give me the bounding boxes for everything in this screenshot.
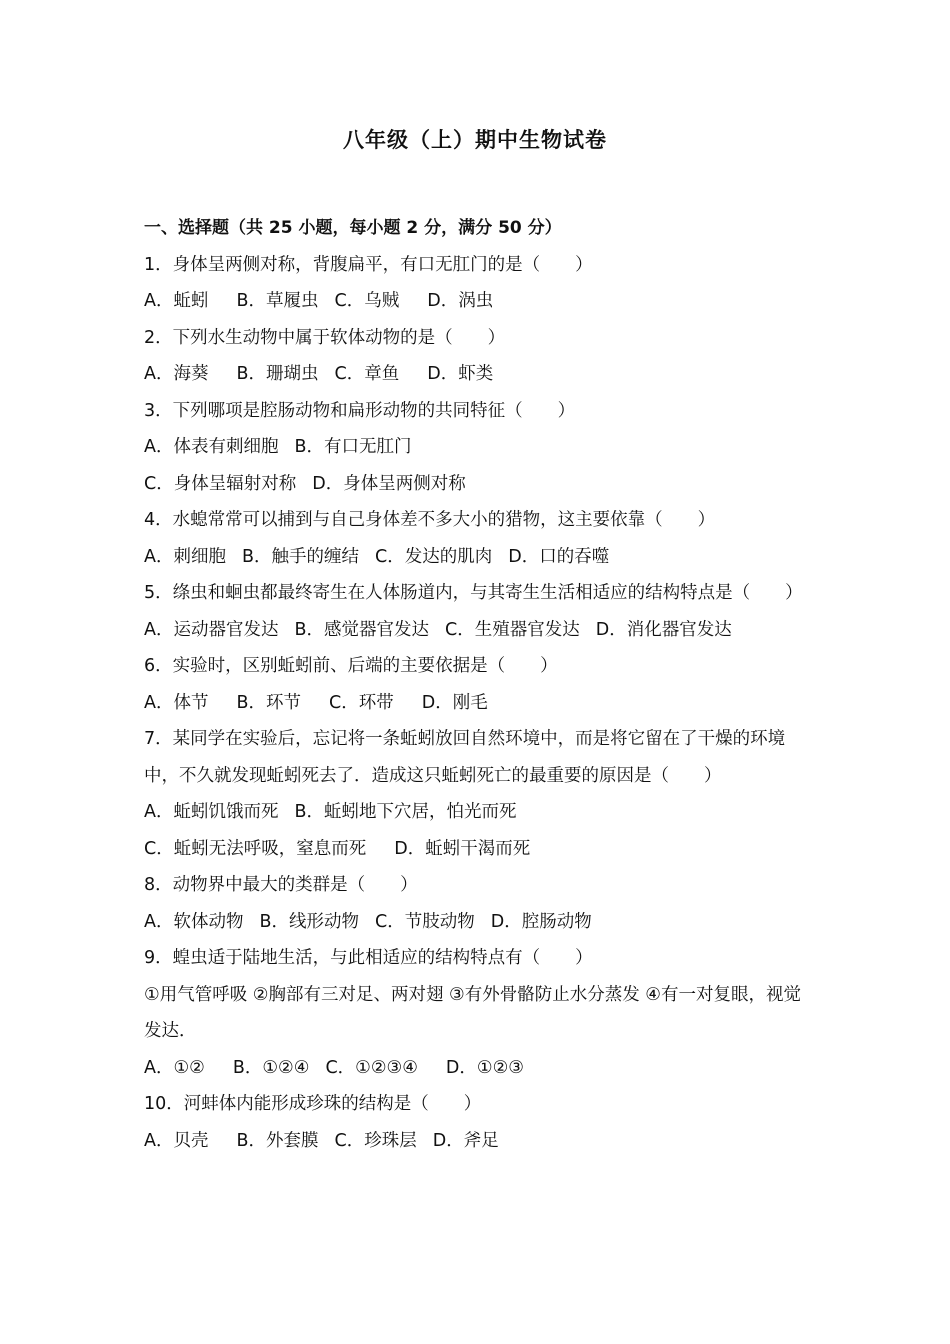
q4-option-b: B．触手的缠结 — [241, 546, 359, 567]
question-3-stem: 3．下列哪项是腔肠动物和扁形动物的共同特征（ ） — [144, 400, 576, 421]
q1-option-b: B．草履虫 — [236, 291, 319, 311]
q9-option-c: C．①②③④ — [325, 1057, 418, 1078]
question-7-stem: 7．某同学在实验后，忘记将一条蚯蚓放回自然环境中，而是将它留在了干燥的环境中，不久就发现蚯蚓死去了．造成这只蚯蚓死亡的最重要的原因是（ ） — [144, 729, 786, 786]
question-7-options-row2 — [144, 831, 810, 868]
q10-option-c: C．珍珠层 — [334, 1130, 417, 1151]
q1-option-d: D．涡虫 — [427, 291, 494, 311]
question-4-stem: 4．水螅常常可以捕到与自己身体差不多大小的猎物，这主要依靠（ ） — [144, 510, 716, 530]
q4-option-c: C．发达的肌肉 — [375, 546, 493, 567]
question-6-options — [144, 685, 810, 722]
q4-option-a: A．刺细胞 — [144, 546, 226, 567]
question-9-statements: ①用气管呼吸 ②胸部有三对足、两对翅 ③有外骨骼防止水分蒸发 ④有一对复眼，视觉发达． — [144, 984, 801, 1041]
question-10-options — [144, 1123, 810, 1160]
q7-option-a: A．蚯蚓饥饿而死 — [144, 802, 279, 822]
question-1-stem: 1．身体呈两侧对称，背腹扁平，有口无肛门的是（ ） — [144, 254, 593, 275]
q2-option-d: D．虾类 — [427, 364, 494, 384]
q4-option-d: D．口的吞噬 — [508, 546, 610, 567]
q5-option-c: C．生殖器官发达 — [445, 619, 580, 640]
question-1-options — [144, 283, 810, 320]
q8-option-c: C．节肢动物 — [375, 911, 475, 932]
q5-option-d: D．消化器官发达 — [595, 619, 732, 640]
q3-option-b: B．有口无肛门 — [294, 437, 412, 457]
q9-option-d: D．①②③ — [445, 1057, 524, 1078]
question-9-options — [144, 1050, 810, 1087]
exam-title: 八年级（上）期中生物试卷 — [343, 128, 607, 152]
q2-option-c: C．章鱼 — [334, 364, 400, 384]
question-5-options — [144, 612, 810, 649]
q8-option-a: A．软体动物 — [144, 911, 244, 932]
question-8-stem: 8．动物界中最大的类群是（ ） — [144, 875, 418, 895]
section-heading: 一、选择题（共 25 小题，每小题 2 分，满分 50 分） — [144, 218, 562, 238]
question-9-stem: 9．蝗虫适于陆地生活，与此相适应的结构特点有（ ） — [144, 948, 593, 968]
question-3-options-row2 — [144, 466, 810, 503]
question-7-options-row1 — [144, 794, 810, 831]
q3-option-a: A．体表有刺细胞 — [144, 437, 279, 457]
q10-option-b: B．外套膜 — [236, 1130, 319, 1151]
q1-option-a: A．蚯蚓 — [144, 291, 209, 311]
exam-content — [144, 210, 810, 1159]
question-6-stem: 6．实验时，区别蚯蚓前、后端的主要依据是（ ） — [144, 656, 558, 676]
q7-option-c: C．蚯蚓无法呼吸，窒息而死 — [144, 838, 367, 859]
q1-option-c: C．乌贼 — [334, 291, 400, 311]
q6-option-c: C．环带 — [329, 692, 394, 713]
q9-option-b: B．①②④ — [232, 1057, 310, 1078]
q8-option-d: D．腔肠动物 — [490, 911, 592, 932]
question-3-options-row1 — [144, 429, 810, 466]
q2-option-b: B．珊瑚虫 — [236, 364, 319, 384]
question-2-stem: 2．下列水生动物中属于软体动物的是（ ） — [144, 327, 506, 348]
q10-option-a: A．贝壳 — [144, 1130, 209, 1151]
q3-option-d: D．身体呈两侧对称 — [312, 473, 466, 494]
q8-option-b: B．线形动物 — [259, 911, 359, 932]
q7-option-b: B．蚯蚓地下穴居，怕光而死 — [294, 802, 517, 822]
q3-option-c: C．身体呈辐射对称 — [144, 473, 297, 494]
question-4-options — [144, 539, 810, 576]
question-8-options — [144, 904, 810, 941]
q5-option-a: A．运动器官发达 — [144, 619, 279, 640]
q6-option-b: B．环节 — [236, 692, 301, 713]
q7-option-d: D．蚯蚓干渴而死 — [394, 838, 531, 859]
q2-option-a: A．海葵 — [144, 364, 209, 384]
q6-option-a: A．体节 — [144, 692, 209, 713]
q9-option-a: A．①② — [144, 1057, 205, 1078]
question-5-stem: 5．绦虫和蛔虫都最终寄生在人体肠道内，与其寄生生活相适应的结构特点是（ ） — [144, 583, 803, 603]
q6-option-d: D．刚毛 — [421, 692, 488, 713]
question-2-options — [144, 356, 810, 393]
q10-option-d: D．斧足 — [432, 1130, 499, 1151]
question-10-stem: 10．河蚌体内能形成珍珠的结构是（ ） — [144, 1094, 482, 1114]
q5-option-b: B．感觉器官发达 — [294, 619, 429, 640]
